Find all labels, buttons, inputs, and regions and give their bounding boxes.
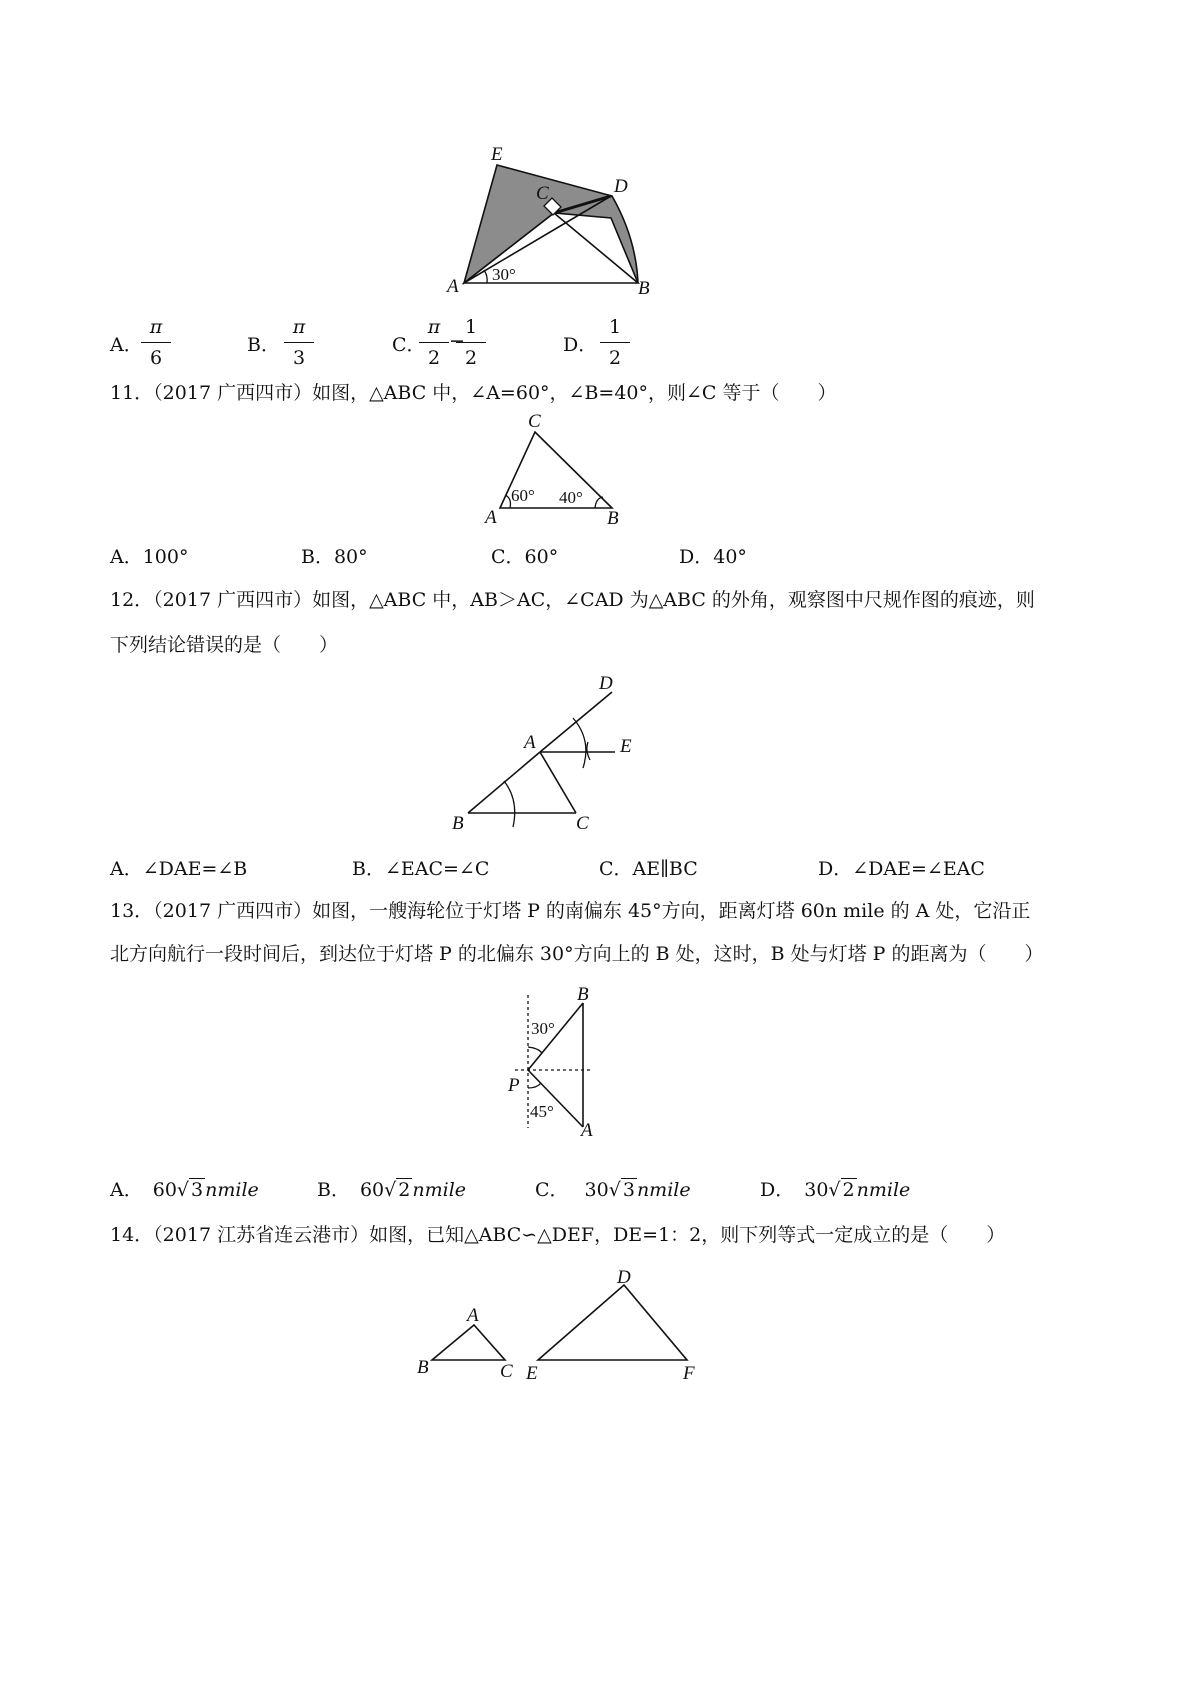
q11-option-d: D．40° [679, 546, 747, 568]
q14-label-d: D [617, 1267, 631, 1288]
q10-option-b-fraction [284, 316, 314, 369]
q10-option-a-letter: A． [110, 334, 143, 356]
q12-question-line1: 12．（2017 广西四市）如图，△ABC 中，AB＞AC，∠CAD 为△ABC 的外角，观察图中尺规作图的痕迹，则 [110, 589, 1035, 611]
q11-angle-b: 40° [559, 488, 583, 507]
q10-option-c-fraction-1 [419, 316, 449, 369]
q13-option-a-coef: 60 [152, 1179, 177, 1201]
q14-triangle-abc [432, 1325, 505, 1360]
q12-label-d: D [599, 673, 613, 694]
q12-option-c: C．AE∥BC [599, 858, 698, 880]
q12-option-d: D．∠DAE=∠EAC [818, 858, 985, 880]
q13-option-d-unit: nmile [856, 1179, 911, 1201]
q13-option-c-coef: 30 [584, 1179, 609, 1201]
q10-option-a-den: 6 [149, 347, 163, 369]
q13-option-c-letter: C． [535, 1179, 569, 1201]
q14-label-a: A [467, 1305, 479, 1326]
q11-label-a: A [485, 507, 497, 528]
q11-label-b: B [607, 508, 619, 529]
q10-option-c-fraction-2 [456, 316, 486, 369]
q10-option-d-fraction [600, 316, 630, 369]
q13-option-c [535, 1175, 691, 1202]
q14-question-text: 14．（2017 江苏省连云港市）如图，已知△ABC∽△DEF，DE=1：2，则下列等式一定成立的是（ ） [110, 1224, 1006, 1246]
q11-angle-a: 60° [511, 486, 535, 505]
q11-option-b: B．80° [301, 546, 368, 568]
q12-label-b: B [452, 813, 464, 834]
q13-option-b-sqrt: √ 2 [384, 1179, 411, 1201]
q13-figure [500, 980, 610, 1145]
q10-option-b-den: 3 [292, 347, 306, 369]
q12-question-line2: 下列结论错误的是（ ） [110, 634, 339, 656]
q14-label-f: F [683, 1363, 695, 1384]
q13-option-b [317, 1175, 466, 1202]
q13-option-c-radicand: 3 [622, 1179, 635, 1201]
q13-label-b: B [577, 984, 589, 1005]
q13-question-line2: 北方向航行一段时间后，到达位于灯塔 P 的北偏东 30°方向上的 B 处，这时，B 处与灯塔 P 的距离为（ ） [110, 943, 1044, 965]
q13-option-b-radicand: 2 [398, 1179, 411, 1201]
q13-option-a-radicand: 3 [191, 1179, 204, 1201]
q13-option-c-sqrt: √ 3 [608, 1179, 635, 1201]
q13-question-line1: 13．（2017 广西四市）如图，一艘海轮位于灯塔 P 的南偏东 45°方向，距离灯塔 60n mile 的 A 处，它沿正 [110, 900, 1031, 922]
q12-option-b: B．∠EAC=∠C [352, 858, 490, 880]
q10-option-c-den1: 2 [427, 347, 441, 369]
q13-label-p: P [508, 1075, 520, 1096]
q13-angle-30: 30° [531, 1019, 555, 1038]
q10-label-d: D [614, 176, 628, 197]
q10-option-c-minus: − [449, 330, 465, 352]
q12-option-a: A．∠DAE=∠B [110, 858, 248, 880]
q14-label-e: E [526, 1363, 538, 1384]
q12-arc-b [504, 781, 515, 827]
q12-figure [445, 670, 645, 840]
q13-option-b-coef: 60 [359, 1179, 385, 1201]
q12-label-c: C [576, 813, 589, 834]
q13-option-b-unit: nmile [412, 1179, 467, 1201]
q14-label-c: C [500, 1361, 513, 1382]
q10-option-d-letter: D． [563, 334, 598, 356]
q13-option-b-letter: B． [317, 1179, 350, 1201]
q11-figure [475, 408, 635, 533]
q10-option-c-num1: π [419, 316, 449, 343]
q11-option-a: A．100° [110, 546, 189, 568]
q13-option-d [760, 1175, 910, 1202]
q13-option-a-sqrt: √ 3 [176, 1179, 204, 1201]
q13-label-a: A [581, 1120, 593, 1141]
q11-question-text: 11．（2017 广西四市）如图，△ABC 中，∠A=60°，∠B=40°，则∠C 等于（ ） [110, 382, 837, 404]
q12-arc-a [573, 718, 586, 768]
q14-label-b: B [417, 1357, 429, 1378]
q13-angle-45: 45° [530, 1102, 554, 1121]
q10-angle-label: 30° [492, 265, 516, 284]
q13-option-d-radicand: 2 [842, 1179, 855, 1201]
q10-figure [440, 140, 680, 300]
q10-option-c-den2: 2 [464, 347, 478, 369]
q10-option-c-letter: C． [392, 334, 426, 356]
q10-option-d-den: 2 [608, 347, 622, 369]
q14-triangle-def [538, 1285, 687, 1360]
q11-label-c: C [528, 411, 541, 432]
q13-option-d-coef: 30 [804, 1179, 829, 1201]
q10-option-d-num: 1 [600, 316, 630, 343]
q10-option-b-num: π [284, 316, 314, 343]
q10-label-e: E [491, 144, 503, 165]
q13-option-d-sqrt: √ 2 [828, 1179, 855, 1201]
q12-label-e: E [620, 736, 632, 757]
q13-option-a-letter: A． [110, 1179, 143, 1201]
q10-label-a: A [447, 276, 459, 297]
q10-option-b-letter: B． [247, 334, 280, 356]
q14-figure [410, 1265, 710, 1390]
q10-label-c: C [536, 183, 549, 204]
q13-option-a-unit: nmile [205, 1179, 259, 1201]
q10-label-b: B [638, 278, 650, 299]
q13-option-c-unit: nmile [636, 1179, 691, 1201]
q13-option-a [110, 1175, 259, 1202]
q12-label-a: A [524, 732, 536, 753]
q10-option-a-num: π [141, 316, 171, 343]
q10-option-c-num2: 1 [456, 316, 486, 343]
q10-option-a-fraction [141, 316, 171, 369]
q11-option-c: C．60° [491, 546, 559, 568]
q13-option-d-letter: D． [760, 1179, 795, 1201]
